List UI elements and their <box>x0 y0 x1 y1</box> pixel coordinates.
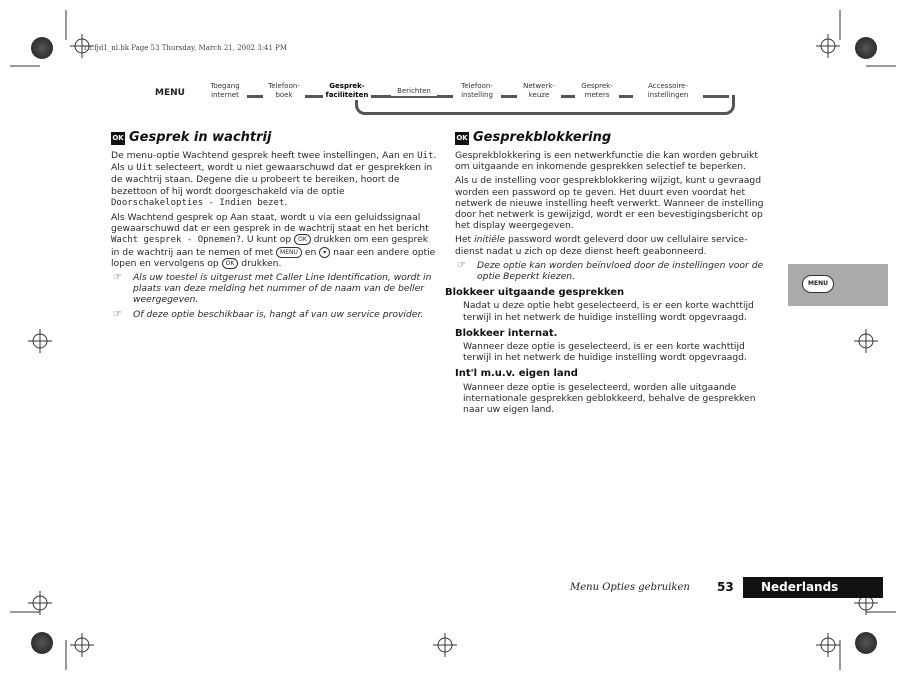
subheading: Blokkeer uitgaande gesprekken <box>445 287 625 299</box>
page-number: 53 <box>717 580 734 594</box>
note-hand-icon: ☞ <box>113 272 122 284</box>
menu-item-accessoire-instellingen: Accessoire- instellingen <box>633 82 703 100</box>
ok-key-icon: OK <box>294 234 311 245</box>
menu-item-telefoonboek: Telefoon- boek <box>263 82 305 100</box>
ok-key-icon: OK <box>222 258 239 269</box>
ok-badge-icon: OK <box>111 132 125 145</box>
menu-key-icon: MENU <box>276 247 302 258</box>
subheading: Int'l m.u.v. eigen land <box>455 368 578 380</box>
section-title-gesprekblokkering: OK Gesprekblokkering <box>456 130 612 145</box>
menu-item-toegang-internet: Toegang internet <box>203 82 247 100</box>
menu-item-telefooninstelling: Telefoon- instelling <box>453 82 501 100</box>
note-hand-icon: ☞ <box>113 308 122 320</box>
paragraph: Het initiële password wordt geleverd door uw cellulaire service-dienst nadat u zich op deze dienst heeft geabonneerd. <box>455 234 748 257</box>
paragraph: Nadat u deze optie hebt geselecteerd, is er een korte wachttijd terwijl in het netwerk de huidige instelling wordt opgevraagd. <box>463 300 754 323</box>
note: ☞ Als uw toestel is uitgerust met Caller Line Identification, wordt in plaats van deze melding het nummer of de naam van de beller weergegeven. <box>113 272 432 306</box>
paragraph: Als Wachtend gesprek op Aan staat, wordt u via een geluidssignaal gewaarschuwd dat er een gesprek in de wachtrij staat en het bericht Wacht gesprek - Opnemen?. U kunt op OK drukken om een gesprek in de wachtrij aan te nemen of met MENU en ▾ naar een andere optie lopen en vervolgens op OK drukken. <box>111 212 436 269</box>
note-hand-icon: ☞ <box>457 259 466 271</box>
menu-item-berichten: Berichten <box>391 87 437 96</box>
menu-button-icon: MENU <box>802 275 834 293</box>
paragraph: Wanneer deze optie is geselecteerd, worden alle uitgaande internationale gesprekken geblokkeerd, behalve de gesprekken naar uw eigen land. <box>463 381 756 416</box>
subheading: Blokkeer internat. <box>455 327 558 339</box>
nav-key-icon: ▾ <box>319 247 330 258</box>
note: ☞ Deze optie kan worden beïnvloed door de instellingen voor de optie Beperkt kiezen. <box>457 259 764 283</box>
paragraph: Wanneer deze optie is geselecteerd, is er een korte wachttijd terwijl in het netwerk de huidige instelling wordt opgevraagd. <box>463 341 747 364</box>
menu-item-gesprekfaciliteiten: Gesprek- faciliteiten <box>323 82 371 100</box>
right-column <box>445 130 775 418</box>
menu-navigation-strip <box>155 82 735 116</box>
footer-section-title: Menu Opties gebruiken <box>570 582 690 593</box>
menu-item-gesprekmeters: Gesprek- meters <box>575 82 619 100</box>
menu-item-netwerkkeuze: Netwerk- keuze <box>517 82 561 100</box>
section-title-gesprek-in-wachtrij: OK Gesprek in wachtrij <box>112 130 272 145</box>
side-thumb-tab <box>788 264 888 306</box>
left-column <box>111 130 439 323</box>
paragraph: Gesprekblokkering is een netwerkfunctie die kan worden gebruikt om uitgaande en inkomende gesprekken selectief te beperken. <box>455 150 758 173</box>
menu-title: MENU <box>155 88 189 98</box>
note: ☞ Of deze optie beschikbaar is, hangt af van uw service provider. <box>113 308 424 320</box>
ok-badge-icon: OK <box>455 132 469 145</box>
file-header: rn.fjd1_nl.bk Page 53 Thursday, March 21, 2002 3:41 PM <box>84 44 288 52</box>
paragraph: Als u de instelling voor gesprekblokkering wijzigt, kunt u gevraagd worden een password op te geven. Het duurt even voordat het netwerk de nieuwe instelling heeft verwerkt. Wanneer de instelling door het netwerk is gewijzigd, wordt er een bevestigingsbericht op het display weergegeven. <box>455 175 764 232</box>
paragraph: De menu-optie Wachtend gesprek heeft twee instellingen, Aan en Uit. Als u Uit selecteert, wordt u niet gewaarschuwd dat er gesprekken in de wachtrij staan. Degene die u probeert te bereiken, hoort de bezettoon of hij wordt doorgeschakeld via de optie Doorschakelopties - Indien bezet. <box>111 150 437 208</box>
language-tab: Nederlands <box>743 577 883 598</box>
